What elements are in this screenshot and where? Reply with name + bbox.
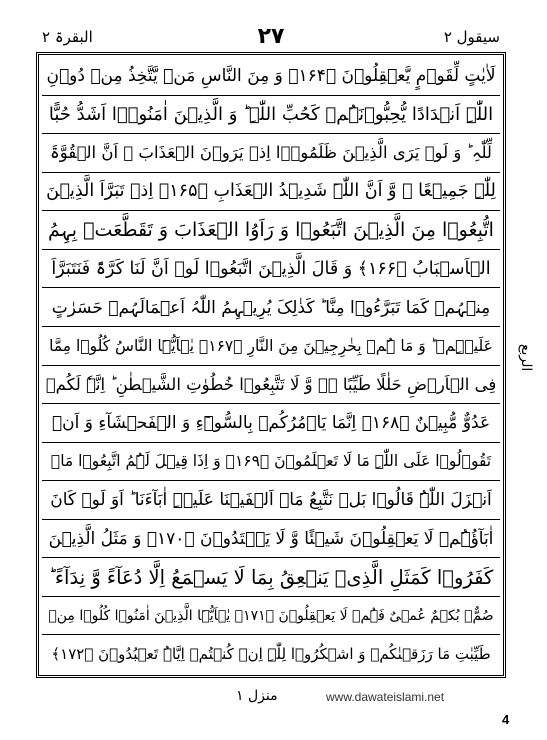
verse-line: [42, 597, 500, 636]
verse-text: عَدُوٌّ مُّبِیۡنٌ ﴿۱۶۸﴾ اِنَّمَا یَاۡمُرُکُمۡ بِالسُّوۡٓءِ وَ الۡفَحۡشَآءِ وَ اَنۡ: [51, 412, 491, 433]
verse-text: لِلّٰہِ جَمِیۡعًا ۙ وَّ اَنَّ اللّٰہَ شَدِیۡدُ الۡعَذَابِ ﴿۱۶۵﴾ اِذۡ تَبَرَّاَ الَّذِیۡنَ: [46, 181, 496, 202]
verse-line: [42, 134, 500, 173]
verse-text: الۡاَسۡبَابُ ﴿۱۶۶﴾ وَ قَالَ الَّذِیۡنَ اتَّبَعُوۡا لَوۡ اَنَّ لَنَا کَرَّۃً فَنَتَبَرَّاَ: [51, 258, 491, 279]
page-header: [36, 24, 506, 50]
juz-number: ٢٧: [257, 24, 285, 49]
verse-line: [42, 327, 500, 366]
verse-line: [42, 404, 500, 443]
verse-text: تَقُوۡلُوۡا عَلَی اللّٰہِ مَا لَا تَعۡلَمُوۡنَ ﴿۱۶۹﴾ وَ اِذَا قِیۡلَ لَہُمُ اتَّبِعُوۡا مَاۤ: [50, 452, 492, 471]
page-number: 4: [502, 712, 510, 727]
surah-name: البقرۃ ٢: [42, 28, 93, 46]
verse-text: لِّلّٰہِ ؕ وَ لَوۡ یَرَی الَّذِیۡنَ ظَلَمُوۡۤا اِذۡ یَرَوۡنَ الۡعَذَابَ ۙ اَنَّ الۡقُوَّۃَ: [50, 143, 492, 163]
verse-line: [42, 558, 500, 597]
verse-line: [42, 173, 500, 212]
verse-text: کَفَرُوۡا کَمَثَلِ الَّذِیۡ یَنۡعِقُ بِمَا لَا یَسۡمَعُ اِلَّا دُعَآءً وَّ نِدَآءً ؕ: [48, 565, 494, 589]
verse-line: [42, 96, 500, 135]
verse-text: لَاٰیٰتٍ لِّقَوۡمٍ یَّعۡقِلُوۡنَ ﴿۱۶۴﴾ وَ مِنَ النَّاسِ مَنۡ یَّتَّخِذُ مِنۡ دُوۡنِ: [46, 65, 496, 86]
verse-text: عَلَیۡہِمۡ ؕ وَ مَا ہُمۡ بِخٰرِجِیۡنَ مِنَ النَّارِ ﴿۱۶۷﴾ یٰۤاَیُّہَا النَّاسُ کُلُوۡا مِمَّا: [49, 336, 493, 355]
verse-line: [42, 520, 500, 559]
verse-text: اللّٰہِ اَنۡدَادًا یُّحِبُّوۡنَہُمۡ کَحُبِّ اللّٰہِ ؕ وَ الَّذِیۡنَ اٰمَنُوۡۤا اَشَدُّ حُبًّا: [48, 103, 494, 125]
verse-text: اتُّبِعُوۡا مِنَ الَّذِیۡنَ اتَّبَعُوۡا وَ رَاَوُا الۡعَذَابَ وَ تَقَطَّعَتۡ بِہِمُ: [48, 219, 494, 242]
verse-line: [42, 57, 500, 96]
verse-text: اَنۡزَلَ اللّٰہُ قَالُوۡا بَلۡ نَتَّبِعُ مَاۤ اَلۡفَیۡنَا عَلَیۡہِ اٰبَآءَنَا ؕ اَوَ لَوۡ کَانَ: [50, 489, 492, 510]
verse-line: [42, 250, 500, 289]
verse-text: مِنۡہُمۡ کَمَا تَبَرَّءُوۡا مِنَّا ؕ کَذٰلِکَ یُرِیۡہِمُ اللّٰہُ اَعۡمَالَہُمۡ حَسَرٰتٍ: [51, 297, 491, 318]
verse-line: [42, 288, 500, 327]
para-name: سیقول ٢: [443, 28, 500, 46]
verse-line: [42, 443, 500, 482]
manzil-label: منزل ١: [236, 688, 278, 704]
verse-text: طَیِّبٰتِ مَا رَزَقۡنٰکُمۡ وَ اشۡکُرُوۡا لِلّٰہِ اِنۡ کُنۡتُمۡ اِیَّاہُ تَعۡبُدُوۡنَ ﴿۱۷۲﴾: [51, 645, 491, 664]
verse-text: اٰبَآؤُہُمۡ لَا یَعۡقِلُوۡنَ شَیۡئًا وَّ لَا یَہۡتَدُوۡنَ ﴿۱۷۰﴾ وَ مَثَلُ الَّذِیۡنَ: [48, 528, 494, 549]
verse-text: صُمٌّۢ بُکۡمٌ عُمۡیٌ فَہُمۡ لَا یَعۡقِلُوۡنَ ﴿۱۷۱﴾ یٰۤاَیُّہَا الَّذِیۡنَ اٰمَنُوۡا کُلُوۡا مِنۡ: [48, 607, 494, 624]
verse-line: [42, 481, 500, 520]
rubu-margin-marker: الربع: [518, 344, 534, 372]
website-link[interactable]: www.dawateislami.net: [326, 690, 445, 704]
verse-text: فِی الۡاَرۡضِ حَلٰلًا طَیِّبًا ۫ۖ وَّ لَا تَتَّبِعُوۡا خُطُوٰتِ الشَّیۡطٰنِ ؕ اِنَّہٗ لَکُمۡ: [45, 374, 497, 394]
verse-line: [42, 635, 500, 673]
verse-lines: [42, 57, 500, 673]
verse-line: [42, 211, 500, 250]
verse-line: [42, 366, 500, 405]
